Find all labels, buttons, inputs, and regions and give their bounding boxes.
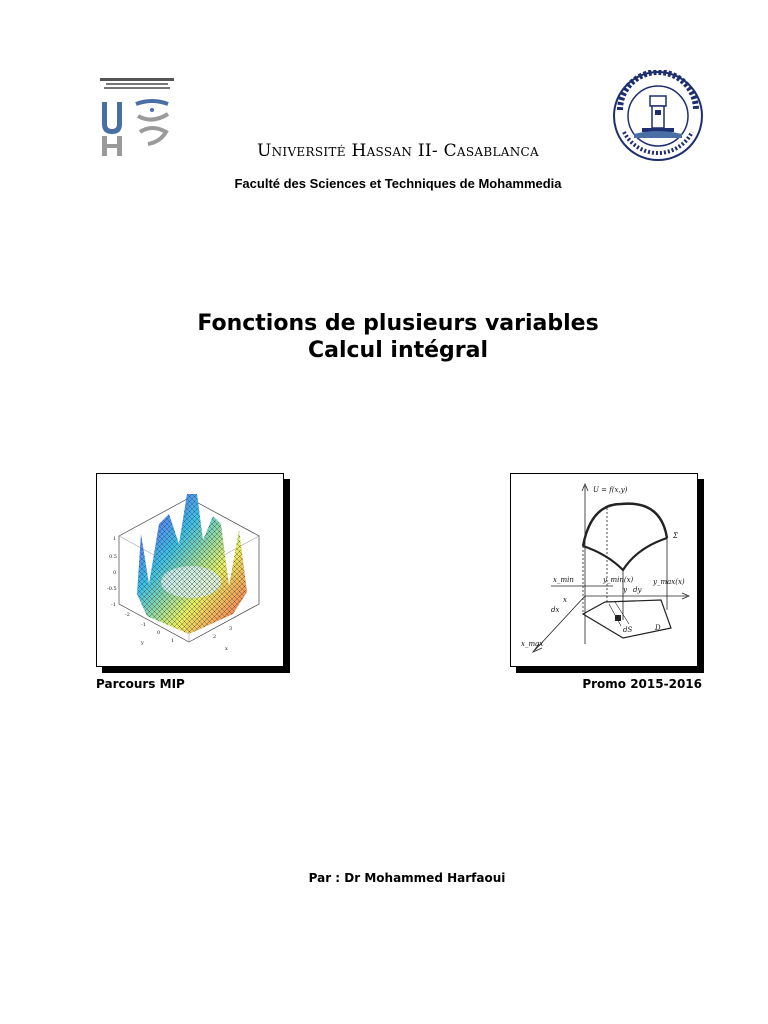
- document-title-line2: Calcul intégral: [307, 338, 489, 363]
- label-ymax: y_max(x): [653, 578, 685, 586]
- tick-y-0: 0: [157, 630, 161, 636]
- axis-x-label: x: [225, 646, 228, 652]
- label-dS: dS: [623, 626, 633, 634]
- label-dy: dy: [633, 586, 642, 594]
- promo-caption: Promo 2015-2016: [582, 677, 702, 691]
- label-x: x: [563, 596, 567, 604]
- program-caption: Parcours MIP: [96, 677, 185, 691]
- label-dx: dx: [551, 606, 560, 614]
- tick-z-0.5: 0.5: [109, 554, 117, 560]
- tick-x-3: 3: [229, 626, 233, 632]
- tick-z-minus0.5: -0.5: [107, 586, 117, 592]
- label-D: D: [655, 624, 661, 632]
- axis-y-label: y: [141, 640, 144, 646]
- label-surface-eq: U = f(x,y): [593, 486, 628, 494]
- tick-z-1: 1: [113, 536, 117, 542]
- tick-z-0: 0: [113, 570, 117, 576]
- tick-z-minus1: -1: [111, 602, 116, 608]
- faculty-name: Faculté des Sciences et Techniques de Mohammedia: [234, 176, 562, 191]
- label-ymin: y_min(x): [603, 576, 634, 584]
- tick-y-minus1: -1: [141, 622, 146, 628]
- author-line: Par : Dr Mohammed Harfaoui: [308, 871, 506, 885]
- label-sigma: Σ: [673, 532, 678, 540]
- surface-plot-figure: [96, 473, 284, 667]
- label-xmin: x_min: [553, 576, 574, 584]
- university-name: Université Hassan II- Casablanca: [257, 141, 539, 161]
- double-integral-diagram: [510, 473, 698, 667]
- tick-y-1: 1: [171, 638, 175, 644]
- label-y: y: [623, 586, 627, 594]
- label-xmax: x_max: [521, 640, 544, 648]
- document-title-line1: Fonctions de plusieurs variables: [197, 311, 599, 336]
- tick-x-2: 2: [213, 634, 217, 640]
- tick-y-minus2: -2: [125, 612, 130, 618]
